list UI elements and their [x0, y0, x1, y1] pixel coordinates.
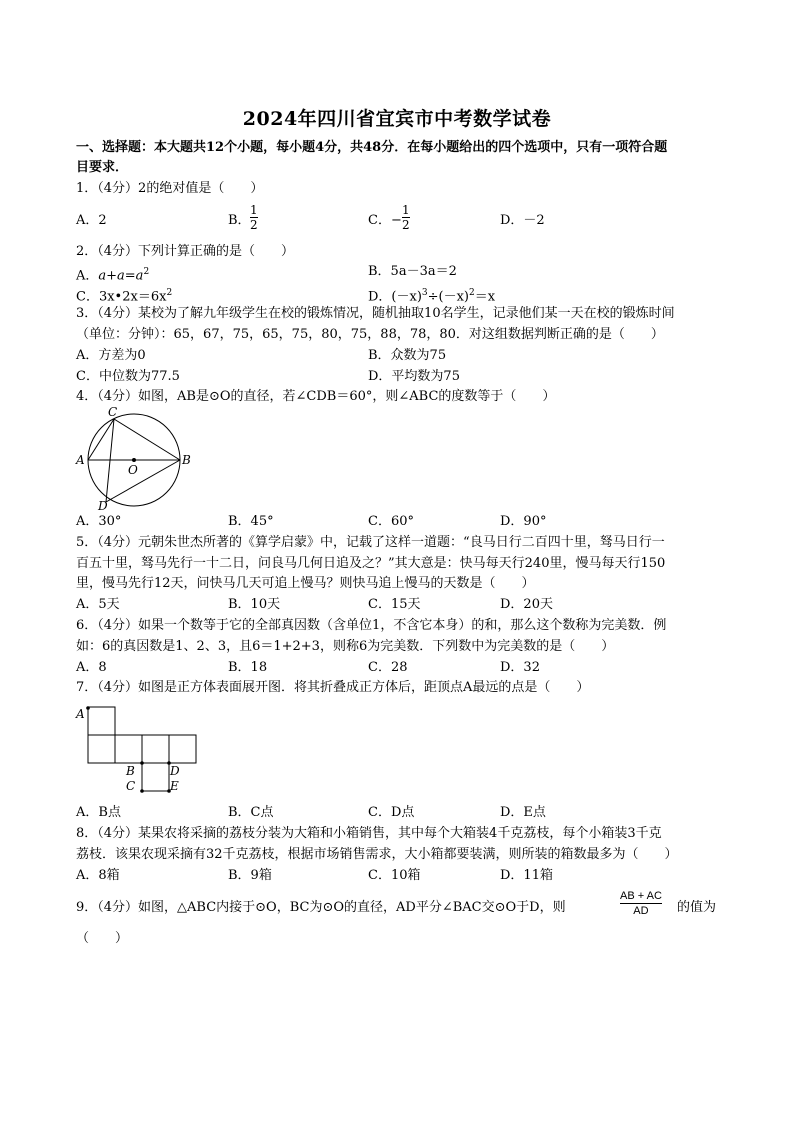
segment-cb — [114, 419, 180, 460]
q6-option-c: C．28 — [368, 660, 408, 675]
q2-d-mid: ÷(－x) — [427, 289, 470, 305]
q4-stem: 4．（4分）如图，AB是⊙O的直径，若∠CDB＝60°，则∠ABC的度数等于（ ） — [76, 389, 556, 404]
q9-fraction — [620, 889, 662, 918]
q6-option-b: B．18 — [228, 660, 268, 675]
q7-cube-net-figure — [76, 704, 206, 796]
q2-d-prefix: D．(－x) — [368, 289, 422, 305]
q4-option-b: B．45° — [228, 514, 274, 529]
label-d: D — [170, 764, 180, 778]
q5-stem-line1: 5．（4分）元朝朱世杰所著的《算学启蒙》中，记载了这样一道题：“良马日行二百四十里，驽马日行一 — [76, 535, 665, 550]
q5-stem-line2: 百五十里，驽马先行一十二日，问良马几何日追及之？”其大意是：快马每天行240里，慢马每天行150 — [76, 556, 666, 571]
vertex-a-dot — [86, 706, 90, 710]
label-b: B — [182, 453, 191, 467]
q2-d-end: ＝x — [474, 289, 496, 305]
q1-b-numerator: 1 — [250, 203, 258, 217]
label-o: O — [128, 463, 138, 477]
q8-option-b: B．9箱 — [228, 868, 272, 883]
q1-option-a: A．2 — [76, 213, 107, 228]
segment-db — [106, 460, 180, 502]
q1-option-c-prefix: C．− — [368, 213, 402, 228]
q9-stem-end: 的值为 — [677, 900, 717, 915]
q2-a-sup: 2 — [143, 267, 150, 277]
q6-option-d: D．32 — [500, 660, 540, 675]
q1-b-denominator: 2 — [250, 218, 258, 232]
q7-stem: 7．（4分）如图是正方体表面展开图．将其折叠成正方体后，距顶点A最远的点是（ ） — [76, 680, 590, 695]
q2-stem: 2．（4分）下列计算正确的是（ ） — [76, 244, 295, 259]
q3-option-a: A．方差为0 — [76, 348, 146, 363]
label-d: D — [98, 499, 108, 513]
q9-stem-line1: 9．（4分）如图，△ABC内接于⊙O，BC为⊙O的直径，AD平分∠BAC交⊙O于D，则 — [76, 900, 566, 915]
q8-option-c: C．10箱 — [368, 868, 421, 883]
q4-option-d: D．90° — [500, 514, 547, 529]
q8-stem-line2: 荔枝．该果农现采摘有32千克荔枝，根据市场销售需求，大小箱都要装满，则所装的箱数最多为（ ） — [76, 847, 678, 862]
section-heading-line1: 一、选择题：本大题共12个小题，每小题4分，共48分．在每小题给出的四个选项中，只有一项符合题 — [76, 140, 668, 155]
q2-d-sup1: 3 — [421, 288, 428, 298]
net-square-row1 — [88, 735, 115, 763]
q1-option-c-fraction — [402, 203, 410, 232]
q1-option-b-fraction — [250, 203, 258, 232]
q7-option-d: D．E点 — [500, 805, 546, 820]
q8-stem-line1: 8．（4分）某果农将采摘的荔枝分装为大箱和小箱销售，其中每个大箱装4千克荔枝，每个小箱装3千克 — [76, 826, 662, 841]
label-a: A — [76, 453, 85, 467]
q2-a-expr: a+a=a — [98, 268, 144, 284]
q5-stem-line3: 里，慢马先行12天，问快马几天可追上慢马？则快马追上慢马的天数是（ ） — [76, 576, 535, 591]
q1-c-denominator: 2 — [402, 218, 410, 232]
net-square-row3 — [142, 735, 169, 763]
q1-c-numerator: 1 — [402, 203, 410, 217]
section-heading-line2: 目要求． — [76, 160, 129, 175]
q9-stem-line2: （ ） — [76, 931, 129, 946]
q3-stem-line2: （单位：分钟）：65，67，75，65，75，80，75，88，78，80．对这组数据判断正确的是（ ） — [76, 327, 664, 342]
q1-stem: 1．（4分）2的绝对值是（ ） — [76, 181, 264, 196]
q6-option-a: A．8 — [76, 660, 107, 675]
q6-stem-line2: 如：6的真因数是1、2、3，且6＝1+2+3，则称6为完美数．下列数中为完美数的是（ ） — [76, 639, 615, 654]
net-square-bottom — [142, 763, 169, 791]
page-title: 2024年四川省宜宾市中考数学试卷 — [242, 108, 552, 130]
q5-option-c: C．15天 — [368, 597, 421, 612]
q7-option-b: B．C点 — [228, 805, 274, 820]
q7-option-a: A．B点 — [76, 805, 121, 820]
q1-option-d: D．－2 — [500, 213, 545, 228]
q8-option-d: D．11箱 — [500, 868, 553, 883]
q1-option-c — [368, 211, 402, 231]
q5-option-b: B．10天 — [228, 597, 281, 612]
label-a: A — [76, 707, 85, 721]
center-dot — [132, 458, 136, 462]
q2-c-prefix: C．3x•2x＝6x — [76, 289, 167, 305]
vertex-b-dot — [140, 761, 144, 765]
net-square-row2 — [115, 735, 142, 763]
q5-option-d: D．20天 — [500, 597, 553, 612]
q4-circle-figure — [76, 406, 196, 512]
label-c: C — [108, 405, 118, 419]
q7-option-c: C．D点 — [368, 805, 415, 820]
net-square-top — [88, 707, 115, 735]
q2-d-sup2: 2 — [469, 288, 475, 298]
q4-option-a: A．30° — [76, 514, 122, 529]
q3-option-d: D．平均数为75 — [368, 369, 460, 384]
q3-option-b: B．众数为75 — [368, 348, 447, 363]
label-b: B — [126, 764, 135, 778]
q4-option-c: C．60° — [368, 514, 414, 529]
q3-option-c: C．中位数为77.5 — [76, 369, 180, 384]
vertex-c-dot — [140, 789, 144, 793]
q2-a-prefix: A． — [76, 268, 99, 284]
q1-option-b — [228, 211, 251, 231]
net-square-row4 — [169, 735, 196, 763]
segment-ca — [88, 419, 114, 460]
q6-stem-line1: 6．（4分）如果一个数等于它的全部真因数（含单位1，不含它本身）的和，那么这个数称为完美数．例 — [76, 618, 667, 633]
q8-option-a: A．8箱 — [76, 868, 120, 883]
q9-fraction-denominator: AD — [633, 905, 649, 917]
label-c: C — [126, 779, 136, 793]
q1-option-b-prefix: B． — [228, 213, 251, 228]
q5-option-a: A．5天 — [76, 597, 120, 612]
q9-fraction-numerator: AB + AC — [620, 890, 662, 902]
q3-stem-line1: 3．（4分）某校为了解九年级学生在校的锻炼情况，随机抽取10名学生，记录他们某一天在校的锻炼时间 — [76, 306, 675, 321]
q2-c-sup: 2 — [166, 288, 173, 298]
q2-option-b: B．5a－3a＝2 — [368, 264, 457, 279]
label-e: E — [170, 779, 179, 793]
